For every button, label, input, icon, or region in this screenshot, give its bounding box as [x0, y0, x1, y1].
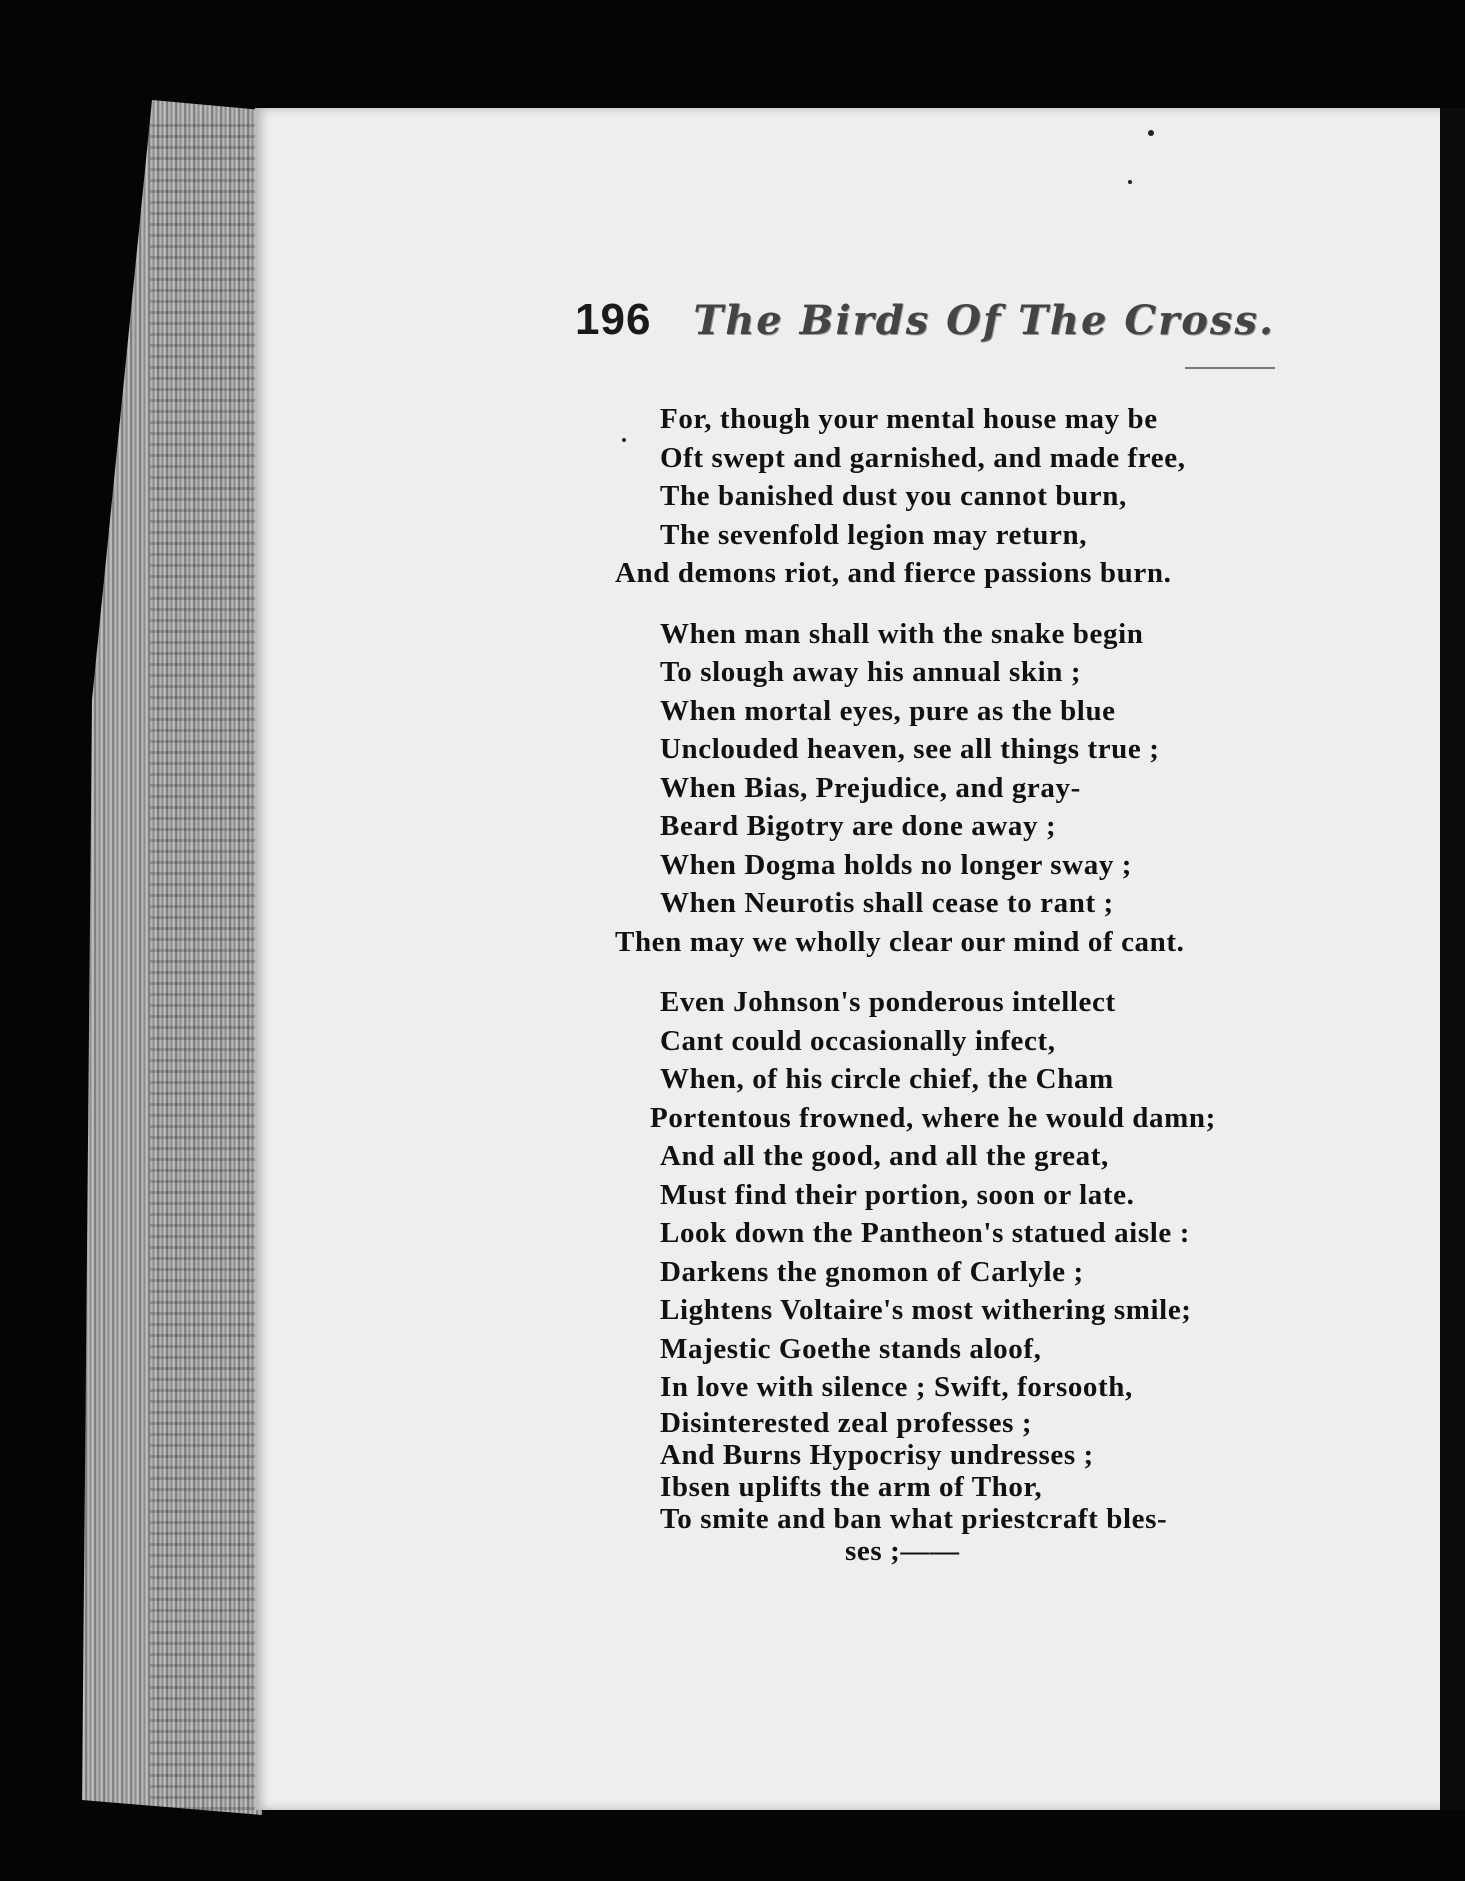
- poem-line: Then may we wholly clear our mind of cant.: [615, 925, 1185, 958]
- poem-line: And all the good, and all the great,: [660, 1140, 1109, 1172]
- poem-line: When, of his circle chief, the Cham: [660, 1063, 1114, 1095]
- stanza: [615, 983, 1305, 1567]
- poem-line: To slough away his annual skin ;: [660, 656, 1082, 688]
- poem-line: Beard Bigotry are done away ;: [660, 810, 1057, 842]
- poem-line: Oft swept and garnished, and made free,: [660, 441, 1186, 474]
- print-speck: [1148, 130, 1154, 136]
- poem-line: Unclouded heaven, see all things true ;: [660, 733, 1160, 765]
- poem-line: Look down the Pantheon's statued aisle :: [660, 1217, 1190, 1249]
- poem-line: Portentous frowned, where he would damn;: [650, 1101, 1216, 1134]
- poem-line: When mortal eyes, pure as the blue: [660, 694, 1116, 727]
- poem-line: To smite and ban what priestcraft bles-: [660, 1502, 1168, 1535]
- poem-text: [615, 400, 1305, 1589]
- stanza: [615, 615, 1305, 962]
- poem-line: Lightens Voltaire's most withering smile;: [660, 1294, 1192, 1326]
- poem-line: Disinterested zeal professes ;: [660, 1406, 1033, 1439]
- poem-line: The banished dust you cannot burn,: [660, 480, 1127, 512]
- stanza: [615, 400, 1305, 593]
- poem-line: In love with silence ; Swift, forsooth,: [660, 1371, 1133, 1403]
- poem-line: And Burns Hypocrisy undresses ;: [660, 1438, 1094, 1471]
- page-right-border: [1440, 108, 1465, 1810]
- poem-line: Even Johnson's ponderous intellect: [660, 986, 1116, 1018]
- poem-line: Cant could occasionally infect,: [660, 1024, 1056, 1057]
- poem-line: Must find their portion, soon or late.: [660, 1178, 1135, 1211]
- poem-line: When Dogma holds no longer sway ;: [660, 848, 1133, 881]
- poem-line: For, though your mental house may be: [660, 403, 1158, 435]
- page-number: 196: [575, 295, 652, 344]
- running-title: The Birds Of The Cross.: [693, 297, 1275, 344]
- poem-line: And demons riot, and fierce passions burn.: [615, 557, 1172, 589]
- poem-line: When Neurotis shall cease to rant ;: [660, 887, 1114, 919]
- poem-line: ses ;——: [845, 1534, 960, 1567]
- page-header: [575, 295, 1275, 345]
- poem-line: When Bias, Prejudice, and gray-: [660, 771, 1081, 804]
- poem-line: The sevenfold legion may return,: [660, 518, 1088, 551]
- print-speck: [1128, 180, 1132, 184]
- poem-line: Darkens the gnomon of Carlyle ;: [660, 1255, 1084, 1288]
- poem-line: Majestic Goethe stands aloof,: [660, 1332, 1042, 1365]
- poem-line: When man shall with the snake begin: [660, 617, 1144, 650]
- header-rule: [1185, 367, 1275, 369]
- poem-line: Ibsen uplifts the arm of Thor,: [660, 1470, 1043, 1503]
- book-page-edges-shading: [150, 120, 260, 1810]
